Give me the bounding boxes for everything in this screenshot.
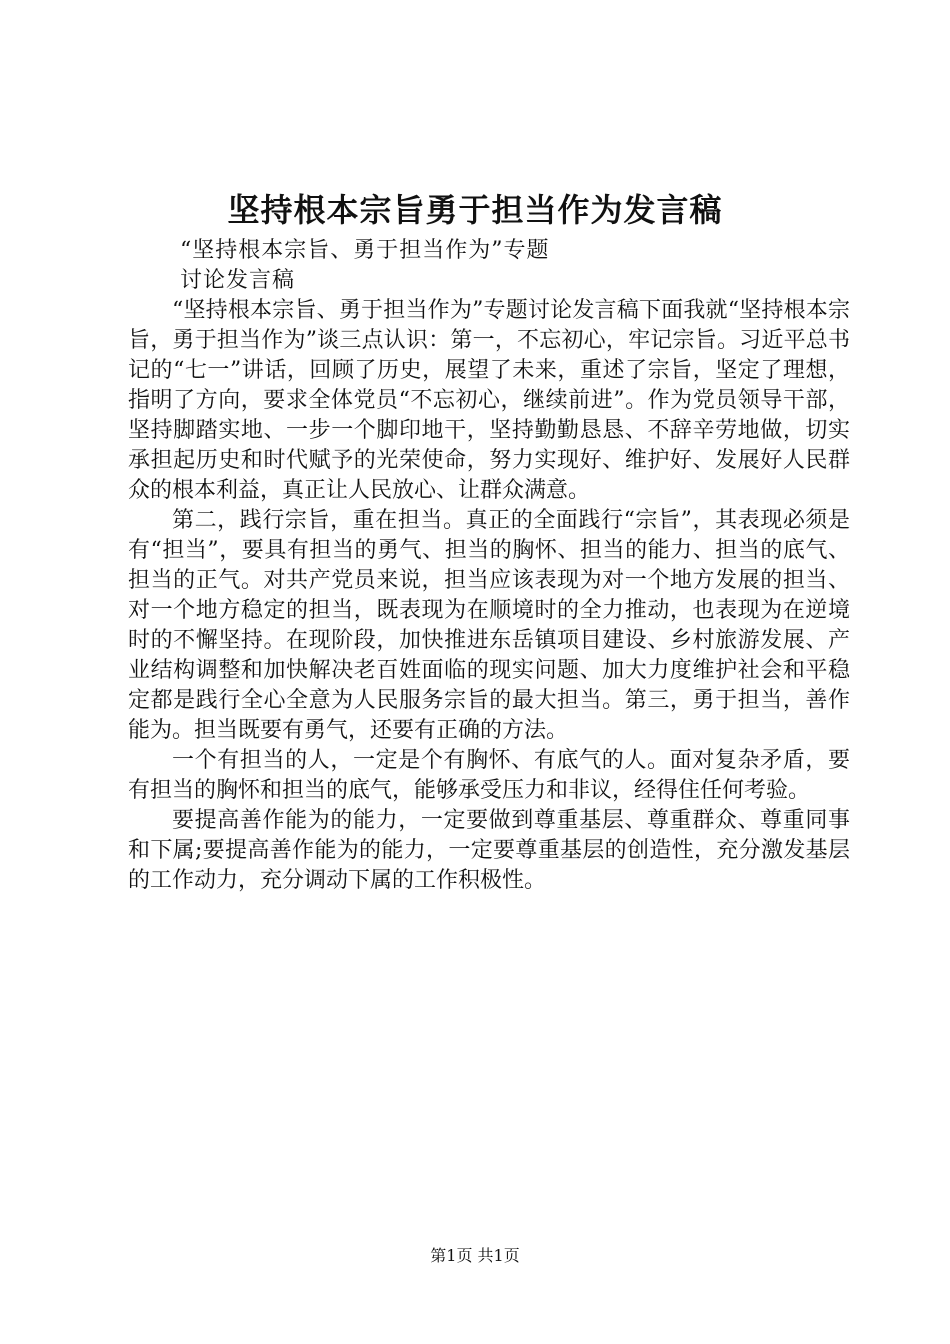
paragraph-4: 要提高善作能为的能力，一定要做到尊重基层、尊重群众、尊重同事和下属;要提高善作能为的能力，一定要尊重基层的创造性，充分激发基层的工作动力，充分调动下属的工作积极性。 — [128, 808, 850, 893]
document-title: 坚持根本宗旨勇于担当作为发言稿 — [227, 191, 723, 229]
paragraph-2: 第二，践行宗旨，重在担当。真正的全面践行“宗旨”，其表现必须是有“担当”，要具有担当的勇气、担当的胸怀、担当的能力、担当的底气、担当的正气。对共产党员来说，担当应该表现为对一个地方发展的担当、对一个地方稳定的担当，既表现为在顺境时的全力推动，也表现为在逆境时的不懈坚持。在现阶段，加快推进东岳镇项目建设、乡村旅游发展、产业结构调整和加快解决老百姓面临的现实问题、加大力度维护社会和平稳定都是践行全心全意为人民服务宗旨的最大担当。第三，勇于担当，善作能为。担当既要有勇气，还要有正确的方法。 — [128, 508, 850, 743]
page-footer: 第1页 共1页 — [430, 1246, 520, 1265]
paragraph-3: 一个有担当的人，一定是个有胸怀、有底气的人。面对复杂矛盾，要有担当的胸怀和担当的底气，能够承受压力和非议，经得住任何考验。 — [128, 748, 850, 803]
subtitle-line-1: “坚持根本宗旨、勇于担当作为”专题 — [180, 238, 550, 263]
document-body — [128, 236, 850, 896]
paragraph-1: “坚持根本宗旨、勇于担当作为”专题讨论发言稿下面我就“坚持根本宗旨，勇于担当作为”谈三点认识：第一，不忘初心，牢记宗旨。习近平总书记的“七一”讲话，回顾了历史，展望了未来，重述了宗旨，坚定了理想，指明了方向，要求全体党员“不忘初心，继续前进”。作为党员领导干部，坚持脚踏实地、一步一个脚印地干，坚持勤勤恳恳、不辞辛劳地做，切实承担起历史和时代赋予的光荣使命，努力实现好、维护好、发展好人民群众的根本利益，真正让人民放心、让群众满意。 — [128, 298, 850, 503]
subtitle-line-2: 讨论发言稿 — [180, 268, 296, 293]
